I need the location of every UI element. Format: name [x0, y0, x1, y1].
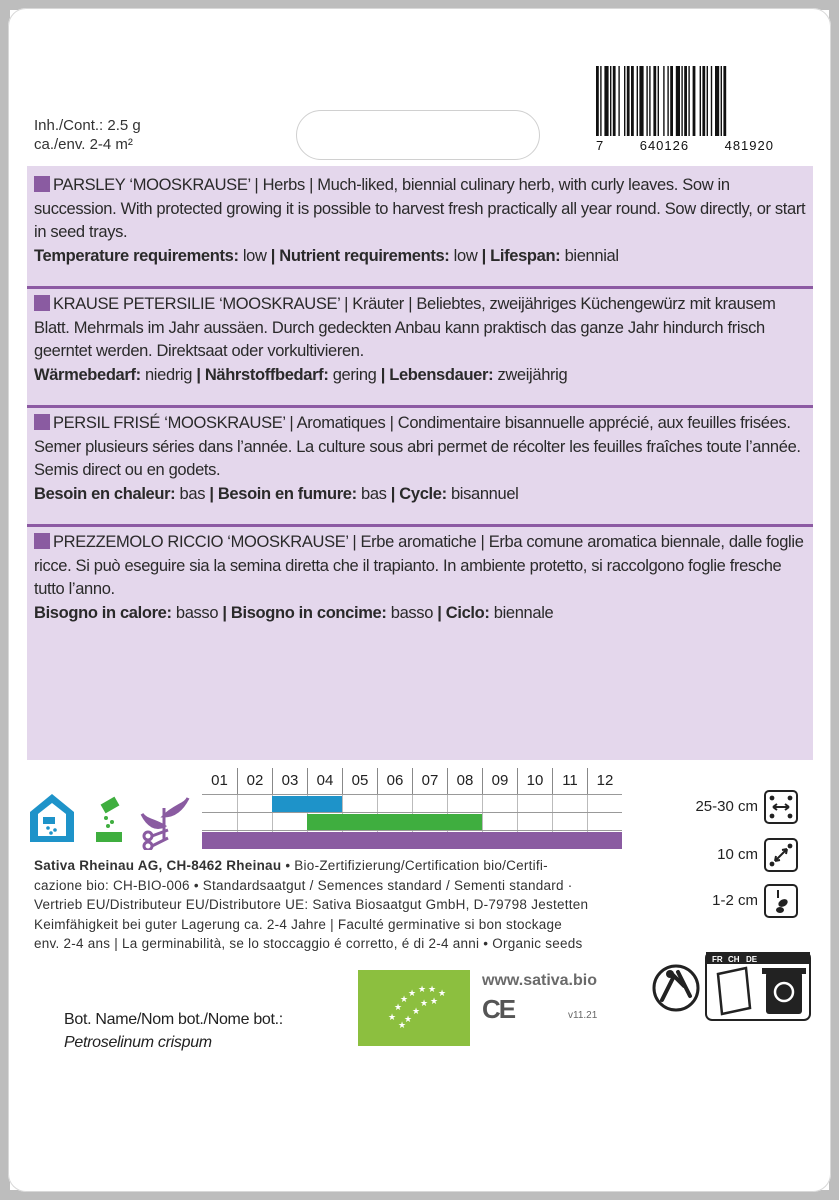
month-label: 09	[482, 768, 517, 794]
section-text: | Kräuter | Beliebtes, zweijähriges Küchengewürz mit krausem Blatt. Mehrmals im Jahr aussäen. Durch gedeckten Anbau kann praktisch das ganze Jahr hindurch frisch geerntet werden. Direktsaat oder vorkultivieren.	[34, 295, 776, 360]
section-german	[34, 293, 808, 387]
month-label: 08	[447, 768, 482, 794]
barcode-bar	[613, 66, 616, 136]
packet-icon	[718, 968, 750, 1014]
eu-star-icon: ★	[418, 984, 427, 994]
barcode-bar	[670, 66, 673, 136]
barcode-bar	[700, 66, 701, 136]
req-value: bas	[356, 484, 391, 503]
barcode-bar	[693, 66, 696, 136]
month-label: 07	[412, 768, 447, 794]
row-spacing	[690, 790, 815, 824]
req-label: | Nährstoffbedarf:	[196, 365, 329, 384]
req-value: low	[238, 246, 271, 265]
barcode-bar	[707, 66, 708, 136]
barcode-bar	[610, 66, 611, 136]
req-label: | Nutrient requirements:	[270, 246, 450, 265]
req-value: basso	[386, 603, 438, 622]
barcode-bar	[658, 66, 659, 136]
ce-mark: CE	[482, 994, 515, 1024]
calendar-grid	[202, 794, 622, 848]
country-label: FR	[712, 955, 723, 964]
barcode-digits-right: 481920	[724, 138, 774, 153]
section-divider	[27, 405, 813, 408]
country-label: DE	[746, 955, 758, 964]
section-french	[34, 412, 808, 506]
calendar-cell	[587, 795, 622, 812]
eu-star-icon: ★	[438, 988, 447, 998]
calendar-cell	[342, 795, 377, 812]
barcode-bar	[624, 66, 625, 136]
calendar-bar	[272, 796, 342, 813]
barcode-bar	[688, 66, 689, 136]
req-label: Bisogno in calore:	[34, 603, 172, 622]
eu-star-icon: ★	[394, 1002, 403, 1012]
barcode-bar	[618, 66, 619, 136]
barcode-bar	[637, 66, 638, 136]
triman-recycle-icon	[654, 966, 698, 1010]
req-label: | Ciclo:	[437, 603, 490, 622]
req-value: gering	[328, 365, 381, 384]
section-title: PARSLEY ‘MOOSKRAUSE’	[53, 176, 251, 194]
eu-star-icon: ★	[430, 996, 439, 1006]
country-label: CH	[728, 955, 740, 964]
contents-info	[34, 116, 141, 154]
calendar-cell	[482, 813, 517, 830]
eu-organic-logo	[358, 970, 470, 1046]
barcode-bar	[631, 66, 634, 136]
req-label: | Lebensdauer:	[380, 365, 494, 384]
contents-weight: Inh./Cont.: 2.5 g	[34, 117, 141, 134]
description-panel	[27, 166, 813, 760]
plant-spacing-label: 10 cm	[717, 846, 758, 863]
sowing-depth-icon	[764, 884, 798, 918]
barcode-number	[596, 138, 774, 153]
barcode-bar	[649, 66, 650, 136]
row-spacing-label: 25-30 cm	[695, 798, 758, 815]
calendar-cell	[202, 795, 237, 812]
barcode-bar	[646, 66, 647, 136]
barcode-bar	[596, 66, 599, 136]
section-italian	[34, 531, 808, 625]
direct-sowing-icon	[96, 797, 122, 842]
section-divider	[27, 524, 813, 527]
eu-star-icon: ★	[400, 994, 409, 1004]
barcode-bar	[711, 66, 712, 136]
calendar-row-house-sowing	[202, 794, 622, 812]
version-number: v11.21	[568, 1010, 598, 1021]
section-title: PERSIL FRISÉ ‘MOOSKRAUSE’	[53, 414, 286, 432]
house-sowing-icon	[30, 794, 74, 842]
month-label: 12	[587, 768, 622, 794]
address-line: Vertrieb EU/Distributeur EU/Distributore UE: Sativa Biosaatgut GmbH, D-79798 Jestetten	[34, 897, 589, 912]
req-value: low	[449, 246, 482, 265]
section-english	[34, 174, 808, 268]
calendar-cell	[202, 813, 237, 830]
month-label: 03	[272, 768, 307, 794]
req-label: | Lifespan:	[481, 246, 561, 265]
req-label: | Cycle:	[390, 484, 447, 503]
sowing-depth-label: 1-2 cm	[712, 892, 758, 909]
address-line: Keimfähigkeit bei guter Lagerung ca. 2-4 Jahre | Faculté germinative si bon stockage	[34, 916, 563, 932]
barcode-bar	[721, 66, 722, 136]
barcode-bar	[627, 66, 630, 136]
section-title: PREZZEMOLO RICCIO ‘MOOSKRAUSE’	[53, 533, 349, 551]
section-text: | Aromatiques | Condimentaire bisannuelle apprécié, aux feuilles frisées. Semer plusieurs séries dans l’année. La culture sous abri permet de récolter les feuilles fraîches toute l’année. Semis direct ou en godets.	[34, 414, 801, 479]
month-label: 05	[342, 768, 377, 794]
bin-icon	[762, 968, 806, 1014]
barcode-bar	[723, 66, 726, 136]
calendar-cell	[412, 795, 447, 812]
calendar-row-direct-sowing	[202, 812, 622, 830]
req-value: biennale	[489, 603, 554, 622]
calendar-row-harvest	[202, 830, 622, 848]
eu-star-icon: ★	[412, 1006, 421, 1016]
req-value: zweijährig	[493, 365, 568, 384]
eu-star-icon: ★	[404, 1014, 413, 1024]
calendar-cell	[237, 795, 272, 812]
req-label: Wärmebedarf:	[34, 365, 141, 384]
section-marker-icon	[34, 414, 50, 430]
month-label: 01	[211, 772, 228, 789]
eu-star-icon: ★	[388, 1012, 397, 1022]
calendar-months	[202, 768, 622, 794]
section-marker-icon	[34, 533, 50, 549]
barcode-bar	[639, 66, 643, 136]
req-value: biennial	[560, 246, 619, 265]
botanical-name	[64, 1008, 283, 1054]
month-label: 11	[552, 768, 587, 794]
section-marker-icon	[34, 176, 50, 192]
plant-spacing-icon	[764, 838, 798, 872]
company-name: Sativa Rheinau AG, CH-8462 Rheinau	[34, 858, 282, 873]
barcode-bar	[715, 66, 719, 136]
section-marker-icon	[34, 295, 50, 311]
section-text: | Herbs | Much-liked, biennial culinary herb, with curly leaves. Sow in succession. With protected growing it is possible to harvest fresh practically all year round. Sow directly, or start in seed trays.	[34, 176, 806, 241]
barcode-digit-first: 7	[596, 138, 605, 153]
req-label: Temperature requirements:	[34, 246, 239, 265]
calendar-cell	[272, 813, 307, 830]
barcode-bar	[702, 66, 705, 136]
section-divider	[27, 286, 813, 289]
hang-hole	[296, 110, 540, 160]
section-text: | Erbe aromatiche | Erba comune aromatica biennale, dalle foglie ricce. Si può eseguire sia la semina diretta che il trapianto. In ambiente protetto, si raccolgono foglie fresche tutto l’anno.	[34, 533, 804, 598]
calendar-cell	[552, 813, 587, 830]
plant-spacing	[690, 838, 815, 872]
req-value: niedrig	[140, 365, 197, 384]
row-spacing-icon	[764, 790, 798, 824]
address-line: cazione bio: CH-BIO-006 • Standardsaatgut / Semences standard / Sementi standard ·	[34, 877, 573, 893]
calendar-cells	[202, 795, 622, 812]
calendar-cell	[552, 795, 587, 812]
req-value: bas	[175, 484, 210, 503]
req-label: | Besoin en fumure:	[209, 484, 357, 503]
calendar-cell	[377, 795, 412, 812]
calendar-bar	[202, 832, 622, 849]
month-label: 06	[377, 768, 412, 794]
sowing-depth	[690, 884, 815, 918]
barcode-bar	[604, 66, 608, 136]
calendar-cell	[517, 795, 552, 812]
calendar-cell	[237, 813, 272, 830]
month-label: 10	[517, 768, 552, 794]
website-link[interactable]: www.sativa.bio	[482, 972, 597, 989]
req-label: | Bisogno in concime:	[222, 603, 387, 622]
calendar-bar	[307, 814, 482, 831]
harvest-icon	[142, 798, 188, 850]
contents-area: ca./env. 2-4 m²	[34, 136, 133, 153]
company-address	[34, 856, 634, 954]
eu-star-icon: ★	[428, 984, 437, 994]
barcode-bar	[663, 66, 664, 136]
eu-star-icon: ★	[420, 998, 429, 1008]
barcode-bar	[684, 66, 687, 136]
calendar-legend-icons	[28, 790, 198, 850]
botanical-label: Bot. Name/Nom bot./Nome bot.:	[64, 1011, 283, 1028]
month-label: 02	[237, 768, 272, 794]
barcode-bar	[600, 66, 601, 136]
section-title: KRAUSE PETERSILIE ‘MOOSKRAUSE’	[53, 295, 340, 313]
calendar-cell	[482, 795, 517, 812]
eu-star-icon: ★	[398, 1020, 407, 1030]
barcode-bar	[681, 66, 682, 136]
req-value: basso	[171, 603, 223, 622]
calendar-cell	[447, 795, 482, 812]
barcode-digits-left: 640126	[639, 138, 690, 153]
month-label: 04	[307, 768, 342, 794]
barcode-bar	[667, 66, 668, 136]
botanical-name-value: Petroselinum crispum	[64, 1034, 212, 1051]
eu-star-icon: ★	[408, 988, 417, 998]
barcode-bar	[676, 66, 680, 136]
calendar-cell	[587, 813, 622, 830]
recycling-info	[648, 952, 816, 1022]
address-line: • Bio-Zertifizierung/Certification bio/Certifi-	[281, 858, 548, 873]
address-line: env. 2-4 ans | La germinabilità, se lo stoccaggio é corretto, é di 2-4 anni • Organic seeds	[34, 936, 583, 951]
req-value: bisannuel	[446, 484, 519, 503]
barcode-bar	[653, 66, 656, 136]
req-label: Besoin en chaleur:	[34, 484, 176, 503]
calendar-cell	[517, 813, 552, 830]
